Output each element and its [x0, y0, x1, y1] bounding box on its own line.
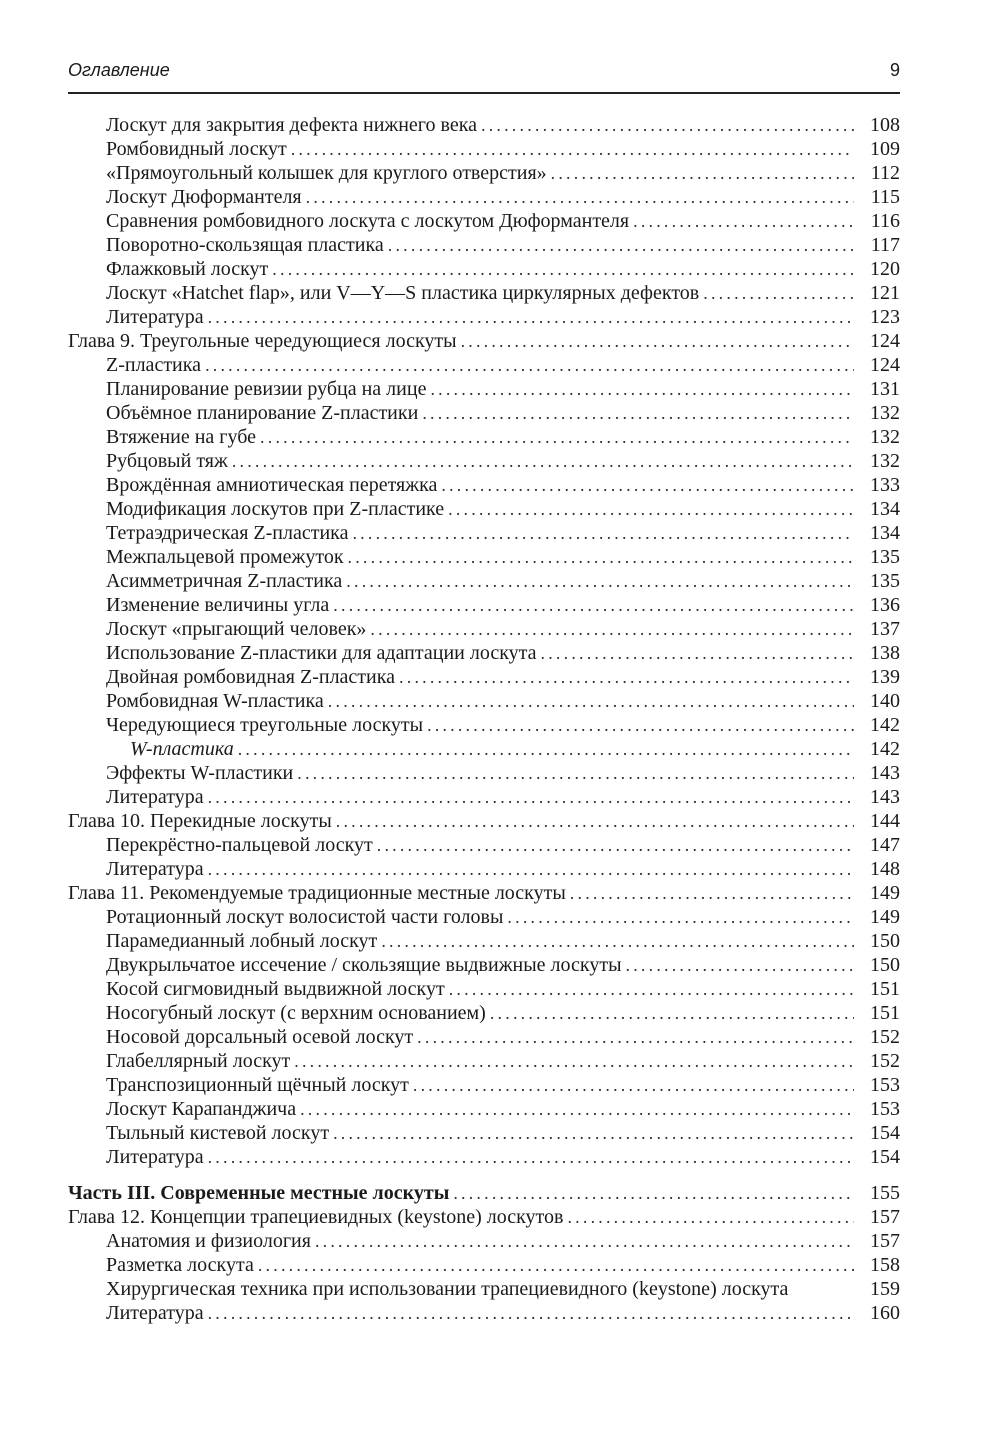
toc-entry-title: Z-пластика [106, 354, 202, 376]
toc-entry-title: Планирование ревизии рубца на лице [106, 378, 427, 400]
toc-entry-page: 120 [870, 258, 900, 280]
toc-leader-dots [567, 1205, 854, 1229]
toc-entry-title: Литература [106, 306, 204, 328]
toc-leader-dots [541, 641, 854, 665]
toc-entry-title: «Прямоугольный колышек для круглого отверстия» [106, 162, 547, 184]
toc-entry-page: 159 [870, 1278, 900, 1300]
toc-entry-title: Глава 12. Концепции трапециевидных (keystone) лоскутов [68, 1206, 564, 1228]
toc-leader-dots [333, 1121, 854, 1145]
toc-leader-dots [208, 1301, 854, 1325]
toc-entry [68, 785, 900, 809]
toc-entry-page: 153 [870, 1098, 900, 1120]
toc-entry [68, 1025, 900, 1049]
toc-leader-dots [346, 569, 854, 593]
toc-entry-title: Хирургическая техника при использовании трапециевидного (keystone) лоскута [106, 1278, 789, 1300]
toc-leader-dots [413, 1073, 854, 1097]
toc-entry [68, 353, 900, 377]
toc-entry-page: 132 [870, 450, 900, 472]
toc-entry-title: Чередующиеся треугольные лоскуты [106, 714, 424, 736]
toc-entry [68, 665, 900, 689]
toc-entry-title: Носовой дорсальный осевой лоскут [106, 1026, 414, 1048]
toc-leader-dots [626, 953, 854, 977]
toc-leader-dots [448, 497, 854, 521]
toc-entry [68, 977, 900, 1001]
toc-entry-title: Рубцовый тяж [106, 450, 228, 472]
toc-entry-title: Лоскут для закрытия дефекта нижнего века [106, 114, 477, 136]
toc-entry-title: Изменение величины угла [106, 594, 330, 616]
toc-entry [68, 1277, 900, 1301]
toc-entry [68, 113, 900, 137]
toc-leader-dots [348, 545, 854, 569]
toc-entry-title: Литература [106, 1302, 204, 1324]
toc-entry-page: 112 [870, 162, 900, 184]
toc-entry-page: 140 [870, 690, 900, 712]
toc-entry [68, 857, 900, 881]
toc-entry-page: 124 [870, 330, 900, 352]
toc-leader-dots [272, 257, 854, 281]
toc-entry-page: 154 [870, 1146, 900, 1168]
toc-entry-title: Ромбовидная W-пластика [106, 690, 324, 712]
toc-entry [68, 761, 900, 785]
toc-entry-page: 148 [870, 858, 900, 880]
toc-leader-dots [232, 449, 854, 473]
toc-entry-title: Анатомия и физиология [106, 1230, 311, 1252]
toc-leader-dots [352, 521, 854, 545]
toc-entry-title: Лоскут Карапанджича [106, 1098, 297, 1120]
toc-entry-page: 131 [870, 378, 900, 400]
toc-entry [68, 209, 900, 233]
toc-entry-title: Лоскут Дюформантеля [106, 186, 302, 208]
toc-entry-page: 155 [870, 1182, 900, 1204]
toc-entry [68, 473, 900, 497]
toc-leader-dots [377, 833, 854, 857]
toc-entry [68, 377, 900, 401]
header-title: Оглавление [68, 60, 170, 80]
toc-entry-page: 116 [870, 210, 900, 232]
toc-entry [68, 1097, 900, 1121]
toc-entry-title: Асимметричная Z-пластика [106, 570, 343, 592]
toc-entry [68, 809, 900, 833]
toc-entry-title: Использование Z-пластики для адаптации лоскута [106, 642, 537, 664]
toc-entry-page: 121 [870, 282, 900, 304]
toc-leader-dots [388, 233, 854, 257]
toc-entry [68, 281, 900, 305]
toc-entry-page: 132 [870, 402, 900, 424]
toc-leader-dots [205, 353, 854, 377]
toc-entry-title: Поворотно-скользящая пластика [106, 234, 384, 256]
toc-entry-title: Носогубный лоскут (с верхним основанием) [106, 1002, 486, 1024]
toc-leader-dots [333, 593, 854, 617]
toc-entry [68, 1121, 900, 1145]
toc-entry-page: 134 [870, 498, 900, 520]
toc-entry-title: Втяжение на губе [106, 426, 257, 448]
toc-entry-title: Объёмное планирование Z-пластики [106, 402, 419, 424]
toc-leader-dots [453, 1181, 854, 1205]
toc-entry [68, 1001, 900, 1025]
toc-entry-title: Двукрыльчатое иссечение / скользящие выдвижные лоскуты [106, 954, 622, 976]
toc-leader-dots [570, 881, 854, 905]
toc-leader-dots [238, 737, 854, 761]
toc-entry-title: Литература [106, 786, 204, 808]
toc-entry-title: Флажковый лоскут [106, 258, 269, 280]
toc-entry-page: 124 [870, 354, 900, 376]
toc-entry-page: 123 [870, 306, 900, 328]
toc-entry-page: 139 [870, 666, 900, 688]
toc-entry [68, 521, 900, 545]
toc-leader-dots [441, 473, 854, 497]
toc-entry [68, 161, 900, 185]
toc-leader-dots [258, 1253, 854, 1277]
toc-entry [68, 185, 900, 209]
toc-leader-dots [399, 665, 854, 689]
toc-entry-page: 134 [870, 522, 900, 544]
toc-entry-page: 108 [870, 114, 900, 136]
toc-leader-dots [208, 857, 854, 881]
toc-entry-page: 142 [870, 738, 900, 760]
toc-entry-title: Двойная ромбовидная Z-пластика [106, 666, 396, 688]
toc-entry-page: 137 [870, 618, 900, 640]
toc-entry-title: Ромбовидный лоскут [106, 138, 287, 160]
toc-entry-page: 152 [870, 1050, 900, 1072]
toc-entry [68, 569, 900, 593]
toc-entry-title: Литература [106, 1146, 204, 1168]
header-page-number: 9 [889, 60, 900, 80]
toc-entry-title: W-пластика [130, 738, 234, 760]
toc-entry-title: Глава 10. Перекидные лоскуты [68, 810, 332, 832]
toc-entry-page: 143 [870, 786, 900, 808]
toc-leader-dots [703, 281, 854, 305]
toc-entry-page: 151 [870, 978, 900, 1000]
toc-entry-page: 143 [870, 762, 900, 784]
toc-entry-title: Модификация лоскутов при Z-пластике [106, 498, 445, 520]
toc-leader-dots [260, 425, 854, 449]
toc-leader-dots [427, 713, 854, 737]
toc-entry-title: Тетраэдрическая Z-пластика [106, 522, 349, 544]
toc-entry-title: Ротационный лоскут волосистой части головы [106, 906, 504, 928]
toc-entry [68, 593, 900, 617]
toc-leader-dots [449, 977, 854, 1001]
toc-entry [68, 233, 900, 257]
toc-entry-page: 149 [870, 906, 900, 928]
toc-entry-page: 151 [870, 1002, 900, 1024]
toc-entry [68, 713, 900, 737]
toc-entry-title: Парамедианный лобный лоскут [106, 930, 378, 952]
toc-entry [68, 497, 900, 521]
toc-entry [68, 905, 900, 929]
toc-leader-dots [417, 1025, 854, 1049]
toc-entry-page: 142 [870, 714, 900, 736]
toc-leader-dots [551, 161, 854, 185]
toc-leader-dots [370, 617, 854, 641]
toc-leader-dots [297, 761, 854, 785]
toc-entry-page: 133 [870, 474, 900, 496]
toc-entry [68, 329, 900, 353]
toc-leader-dots [291, 137, 854, 161]
toc-entry [68, 689, 900, 713]
toc-entry-page: 154 [870, 1122, 900, 1144]
toc-entry-title: Лоскут «Hatchet flap», или V—Y—S пластика циркулярных дефектов [106, 282, 700, 304]
toc-leader-dots [328, 689, 854, 713]
toc-entry [68, 425, 900, 449]
toc-entry-title: Перекрёстно-пальцевой лоскут [106, 834, 373, 856]
toc-entry-page: 150 [870, 930, 900, 952]
toc-entry-title: Литература [106, 858, 204, 880]
toc-entry-page: 150 [870, 954, 900, 976]
toc-leader-dots [208, 1145, 854, 1169]
toc-entry-title: Разметка лоскута [106, 1254, 254, 1276]
toc-entry-title: Эффекты W-пластики [106, 762, 294, 784]
toc-entry-page: 117 [870, 234, 900, 256]
toc-entry-page: 158 [870, 1254, 900, 1276]
toc-entry [68, 1145, 900, 1169]
toc-entry [68, 833, 900, 857]
toc-entry [68, 1181, 900, 1205]
toc-entry-title: Глава 9. Треугольные чередующиеся лоскуты [68, 330, 457, 352]
toc-entry [68, 929, 900, 953]
toc-entry-title: Глабеллярный лоскут [106, 1050, 291, 1072]
toc-entry-page: 132 [870, 426, 900, 448]
toc-entry-title: Тыльный кистевой лоскут [106, 1122, 330, 1144]
toc-leader-dots [336, 809, 854, 833]
toc-entry-title: Косой сигмовидный выдвижной лоскут [106, 978, 445, 1000]
toc-leader-dots [490, 1001, 854, 1025]
toc-entry [68, 1205, 900, 1229]
toc-entry-page: 152 [870, 1026, 900, 1048]
toc-entry-page: 160 [870, 1302, 900, 1324]
toc-leader-dots [208, 785, 854, 809]
header-divider [68, 92, 900, 94]
toc-entry [68, 1253, 900, 1277]
toc-leader-dots [430, 377, 854, 401]
running-header [68, 58, 900, 88]
toc-entry [68, 953, 900, 977]
toc-entry-page: 157 [870, 1230, 900, 1252]
toc-entry-page: 138 [870, 642, 900, 664]
toc-entry-title: Лоскут «прыгающий человек» [106, 618, 367, 640]
toc-leader-dots [633, 209, 854, 233]
toc-entry-title: Часть III. Современные местные лоскуты [68, 1182, 450, 1204]
toc-entry-page: 157 [870, 1206, 900, 1228]
toc-entry-page: 149 [870, 882, 900, 904]
toc-entry [68, 617, 900, 641]
toc-leader-dots [208, 305, 854, 329]
toc-entry [68, 449, 900, 473]
toc-leader-dots [306, 185, 854, 209]
toc-leader-dots [315, 1229, 854, 1253]
toc-entry-title: Глава 11. Рекомендуемые традиционные местные лоскуты [68, 882, 566, 904]
toc-entry-page: 115 [870, 186, 900, 208]
toc-entry-page: 135 [870, 570, 900, 592]
toc-entry [68, 881, 900, 905]
toc-entry-page: 136 [870, 594, 900, 616]
toc-entry-title: Транспозиционный щёчный лоскут [106, 1074, 409, 1096]
toc-entry [68, 401, 900, 425]
toc-entry-page: 153 [870, 1074, 900, 1096]
toc-leader-dots [381, 929, 854, 953]
toc-leader-dots [422, 401, 854, 425]
toc-entry [68, 257, 900, 281]
toc-leader-dots [507, 905, 854, 929]
toc-entry [68, 1229, 900, 1253]
toc-entry [68, 737, 900, 761]
table-of-contents [68, 113, 900, 1325]
toc-entry [68, 1049, 900, 1073]
toc-entry-title: Межпальцевой промежуток [106, 546, 344, 568]
toc-leader-dots [461, 329, 854, 353]
toc-entry [68, 545, 900, 569]
toc-entry [68, 137, 900, 161]
toc-entry-page: 144 [870, 810, 900, 832]
toc-leader-dots [300, 1097, 854, 1121]
toc-entry [68, 305, 900, 329]
toc-entry-title: Врождённая амниотическая перетяжка [106, 474, 438, 496]
toc-entry-page: 109 [870, 138, 900, 160]
toc-entry-page: 147 [870, 834, 900, 856]
toc-leader-dots [481, 113, 854, 137]
toc-entry-page: 135 [870, 546, 900, 568]
toc-entry [68, 1073, 900, 1097]
toc-entry [68, 641, 900, 665]
toc-entry [68, 1301, 900, 1325]
toc-entry-title: Сравнения ромбовидного лоскута с лоскутом Дюформантеля [106, 210, 630, 232]
toc-leader-dots [294, 1049, 854, 1073]
